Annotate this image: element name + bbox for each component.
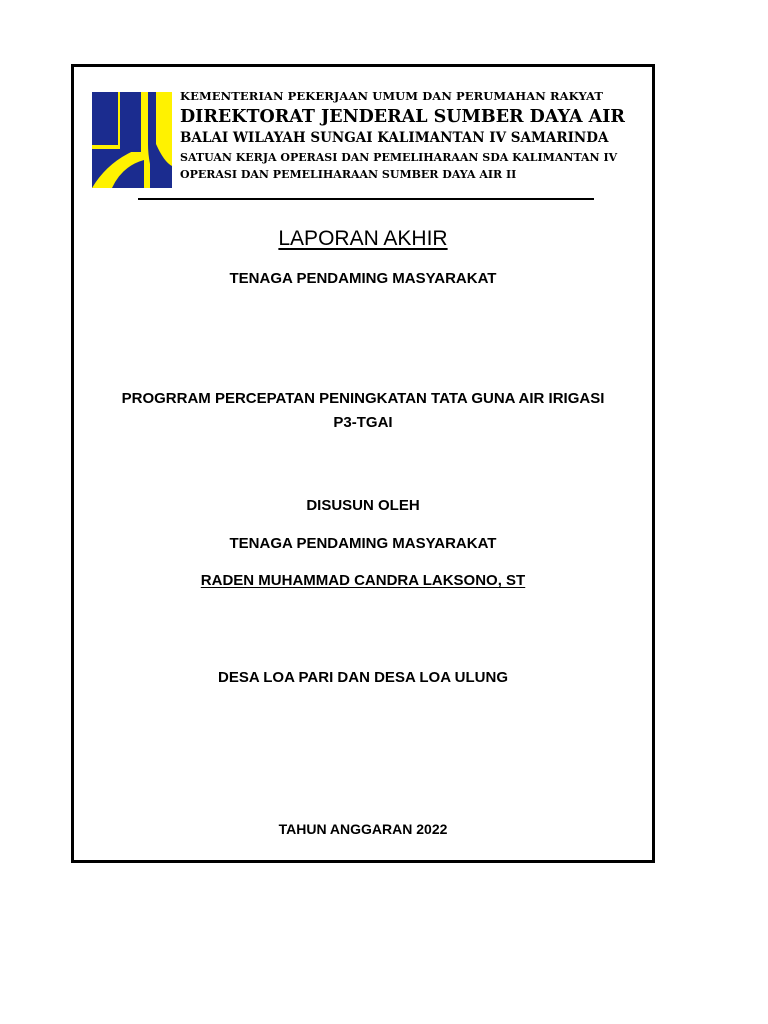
letterhead — [180, 87, 650, 180]
directorate-name: DIREKTORAT JENDERAL SUMBER DAYA AIR — [180, 106, 625, 127]
author-role: TENAGA PENDAMING MASYARAKAT — [229, 535, 497, 552]
author-name: RADEN MUHAMMAD CANDRA LAKSONO, ST — [200, 572, 526, 589]
program-code: P3-TGAI — [333, 414, 393, 431]
ministry-name: KEMENTERIAN PEKERJAAN UMUM DAN PERUMAHAN RAKYAT — [180, 89, 604, 103]
header-divider — [138, 198, 594, 200]
work-unit-name: SATUAN KERJA OPERASI DAN PEMELIHARAAN SDA KALIMANTAN IV — [180, 150, 618, 164]
prepared-by-label: DISUSUN OLEH — [306, 497, 420, 514]
program-name: PROGRRAM PERCEPATAN PENINGKATAN TATA GUNA AIR IRIGASI — [121, 390, 605, 407]
office-name: BALAI WILAYAH SUNGAI KALIMANTAN IV SAMARINDA — [180, 130, 609, 146]
location: DESA LOA PARI DAN DESA LOA ULUNG — [217, 669, 508, 686]
report-subtitle: TENAGA PENDAMING MASYARAKAT — [229, 270, 497, 287]
cover-page-frame — [71, 64, 655, 863]
ministry-logo-icon — [92, 92, 172, 188]
division-name: OPERASI DAN PEMELIHARAAN SUMBER DAYA AIR II — [180, 167, 517, 181]
report-title: LAPORAN AKHIR — [278, 227, 448, 250]
fiscal-year: TAHUN ANGGARAN 2022 — [278, 821, 448, 837]
